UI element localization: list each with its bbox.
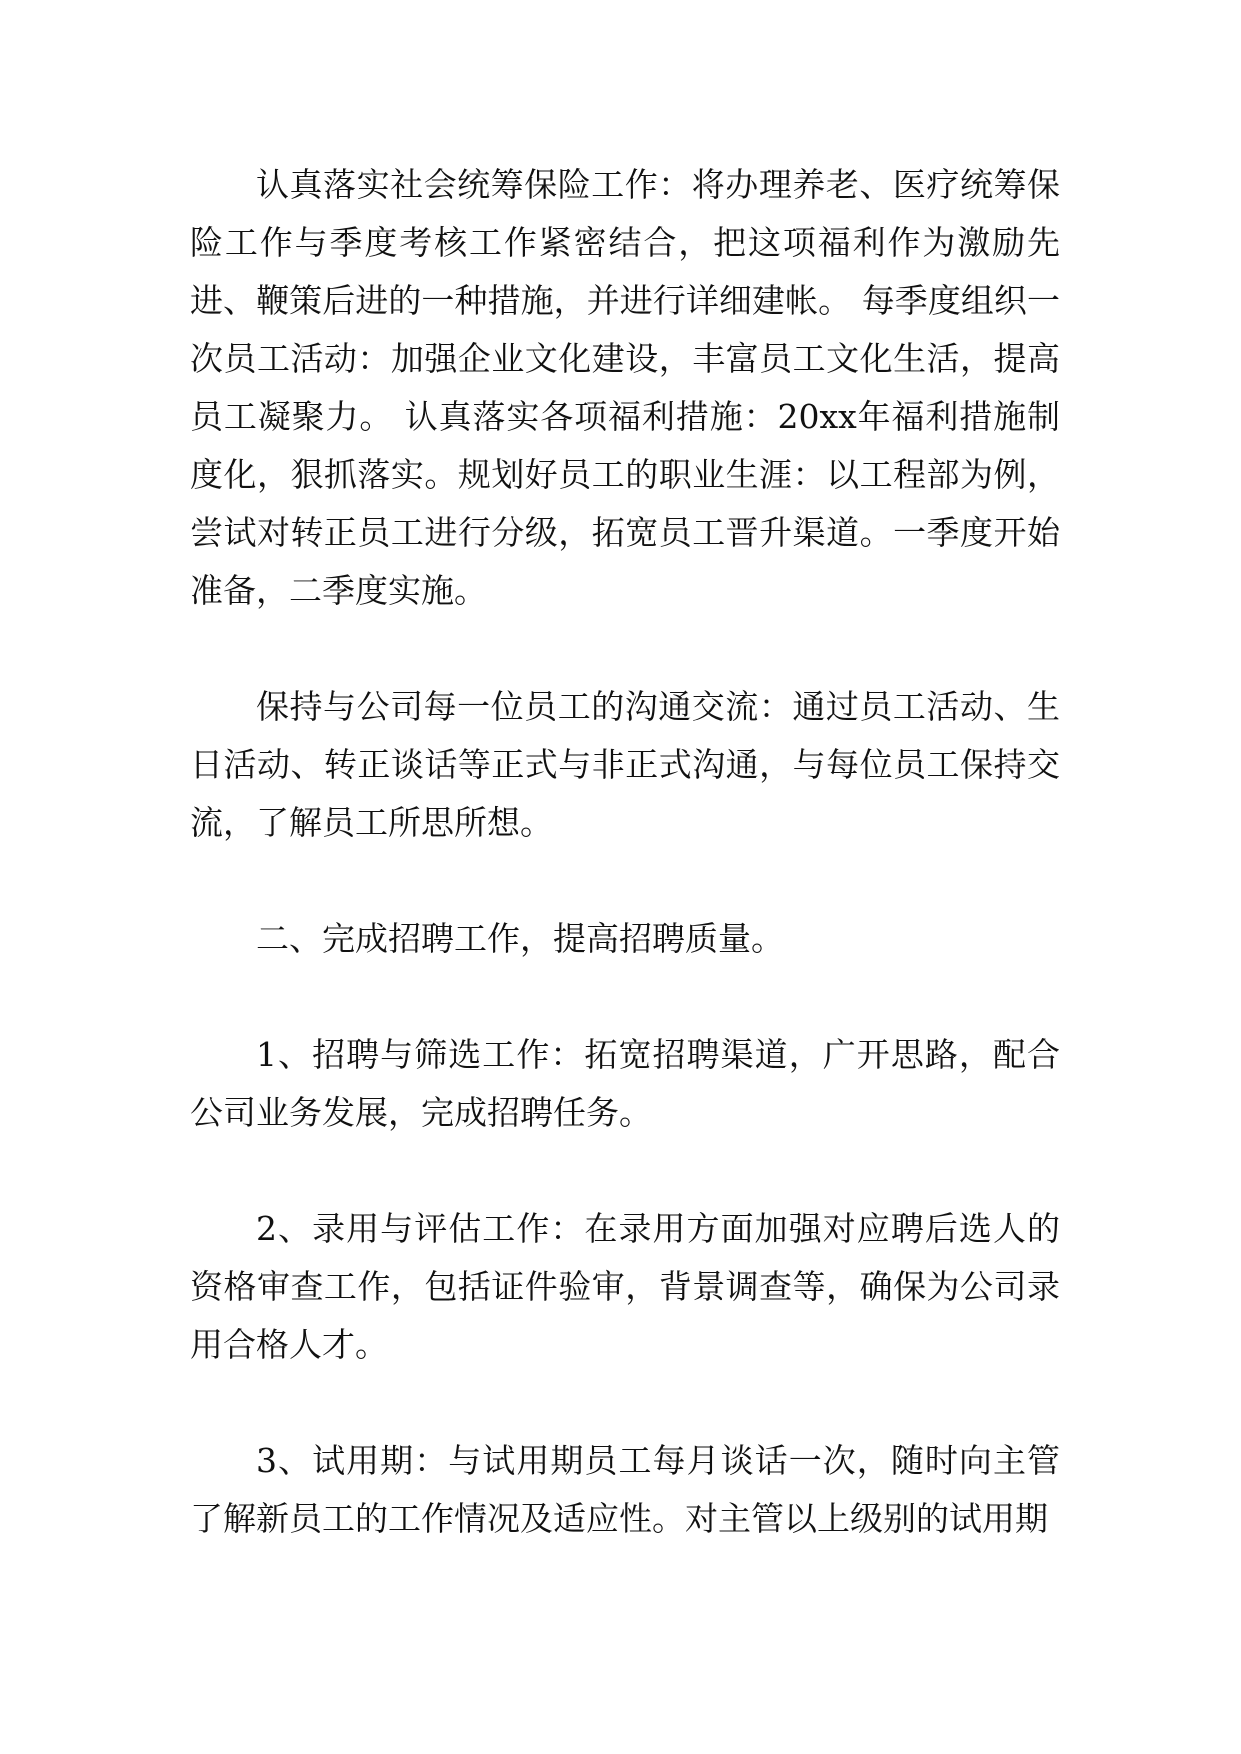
paragraph-social-insurance: 认真落实社会统筹保险工作：将办理养老、医疗统筹保险工作与季度考核工作紧密结合，把这项福利作为激励先进、鞭策后进的一种措施，并进行详细建帐。 每季度组织一次员工活动：加强企业文化建设，丰富员工文化生活，提高员工凝聚力。 认真落实各项福利措施：20xx年福利措施制度化，狠抓落实。规划好员工的职业生涯：以工程部为例，尝试对转正员工进行分级，拓宽员工晋升渠道。一季度开始准备，二季度实施。 — [190, 165, 1060, 610]
paragraph-employee-communication: 保持与公司每一位员工的沟通交流：通过员工活动、生日活动、转正谈话等正式与非正式沟通，与每位员工保持交流，了解员工所思所想。 — [190, 687, 1060, 842]
paragraph-hiring-evaluation: 2、录用与评估工作：在录用方面加强对应聘后选人的资格审查工作，包括证件验审，背景调查等，确保为公司录用合格人才。 — [190, 1209, 1060, 1364]
paragraph-recruitment-screening: 1、招聘与筛选工作：拓宽招聘渠道，广开思路，配合公司业务发展，完成招聘任务。 — [190, 1035, 1060, 1132]
document-body — [190, 156, 1060, 1548]
paragraph-probation: 3、试用期：与试用期员工每月谈话一次，随时向主管了解新员工的工作情况及适应性。对主管以上级别的试用期 — [190, 1441, 1060, 1538]
section-heading-recruitment: 二、完成招聘工作，提高招聘质量。 — [256, 919, 784, 958]
